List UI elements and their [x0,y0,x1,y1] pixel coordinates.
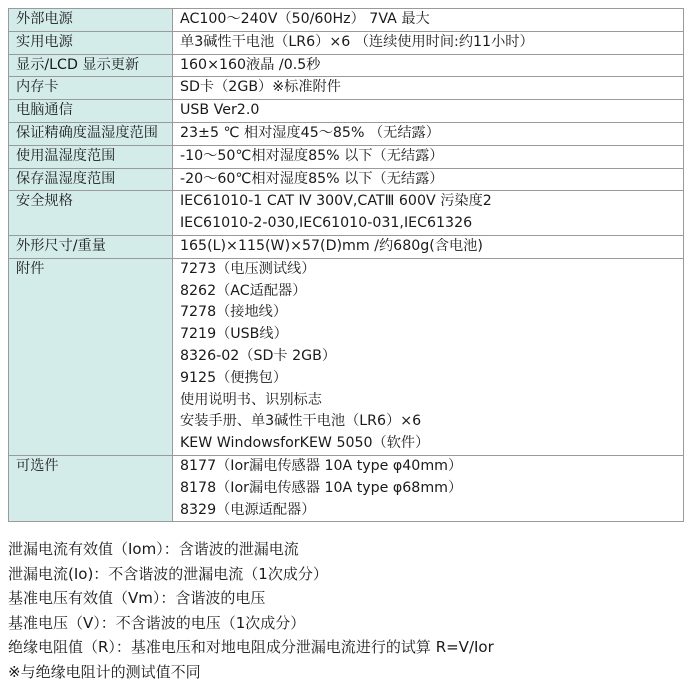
spec-value-line: 8326-02（SD卡 2GB） [180,347,337,364]
spec-value [173,235,684,258]
spec-row [9,77,684,100]
spec-value-line: KEW WindowsforKEW 5050（软件） [180,435,430,452]
spec-label: 保存温湿度范围 [9,168,173,191]
spec-value-line: 安装手册、单3碱性干电池（LR6）×6 [180,413,422,430]
spec-label: 外部电源 [9,9,173,32]
spec-label: 附件 [9,258,173,455]
spec-value [173,77,684,100]
spec-value [173,258,684,455]
spec-value [173,100,684,123]
spec-value [173,455,684,521]
spec-value [173,191,684,236]
spec-value-line: -20～60℃相对湿度85% 以下（无结露） [180,170,444,187]
spec-value-line: IEC61010-1 CAT Ⅳ 300V,CATⅢ 600V 污染度2 [180,193,492,210]
spec-label: 实用电源 [9,31,173,54]
spec-value-line: 23±5 ℃ 相对湿度45～85% （无结露） [180,124,440,141]
spec-label: 使用温湿度范围 [9,145,173,168]
spec-row [9,54,684,77]
note-line: 泄漏电流(Io)：不含谐波的泄漏电流（1次成分） [8,564,328,583]
spec-row [9,31,684,54]
spec-value-line: -10～50℃相对湿度85% 以下（无结露） [180,147,444,164]
spec-value-line: SD卡（2GB）※标准附件 [180,79,341,96]
spec-value [173,54,684,77]
spec-label: 可选件 [9,455,173,521]
note-line: 泄漏电流有效值（Iom）：含谐波的泄漏电流 [8,540,299,558]
spec-row [9,258,684,455]
spec-label: 安全规格 [9,191,173,236]
spec-row [9,235,684,258]
spec-row [9,455,684,521]
spec-value-line: 7278（接地线） [180,304,288,321]
spec-value-line: 165(L)×115(W)×57(D)mm /约680g(含电池) [180,237,483,254]
spec-label: 外形尺寸/重量 [9,235,173,258]
spec-row [9,168,684,191]
spec-row [9,122,684,145]
spec-value [173,31,684,54]
spec-value-line: 7273（电压测试线） [180,260,316,277]
spec-row [9,100,684,123]
spec-value-line: AC100～240V（50/60Hz） 7VA 最大 [180,11,430,27]
spec-value-line: 8329（电源适配器） [180,501,316,518]
spec-value-line: 单3碱性干电池（LR6）×6 （连续使用时间:约11小时） [180,33,534,50]
spec-row [9,191,684,236]
spec-value-line: 8177（Ior漏电传感器 10A type φ40mm） [180,457,463,474]
spec-label: 电脑通信 [9,100,173,123]
note-line: 基准电压有效值（Vm）：含谐波的电压 [8,589,266,607]
spec-value-line: 8178（Ior漏电传感器 10A type φ68mm） [180,479,463,496]
spec-value-line: 7219（USB线） [180,326,288,343]
note-line: ※与绝缘电阻计的测试值不同 [8,662,201,681]
spec-value [173,122,684,145]
spec-label: 显示/LCD 显示更新 [9,54,173,77]
spec-value-line: USB Ver2.0 [180,102,260,119]
spec-value-line: 使用说明书、识别标志 [180,391,322,408]
spec-value [173,9,684,32]
spec-value [173,145,684,168]
spec-value-line: 8262（AC适配器） [180,282,307,299]
spec-table-body [9,9,684,522]
spec-table [8,8,684,522]
spec-row [9,145,684,168]
spec-value-line: 160×160液晶 /0.5秒 [180,56,321,73]
spec-value [173,168,684,191]
notes-section [8,537,684,684]
note-line: 基准电压（V）：不含谐波的电压（1次成分） [8,613,306,632]
spec-label: 保证精确度温湿度范围 [9,122,173,145]
spec-label: 内存卡 [9,77,173,100]
spec-value-line: 9125（便携包） [180,369,288,386]
spec-row [9,9,684,32]
spec-value-line: IEC61010-2-030,IEC61010-031,IEC61326 [180,215,473,232]
note-line: 绝缘电阻值（R）：基准电压和对地电阻成分泄漏电流进行的试算 R=V/Ior [8,638,494,656]
